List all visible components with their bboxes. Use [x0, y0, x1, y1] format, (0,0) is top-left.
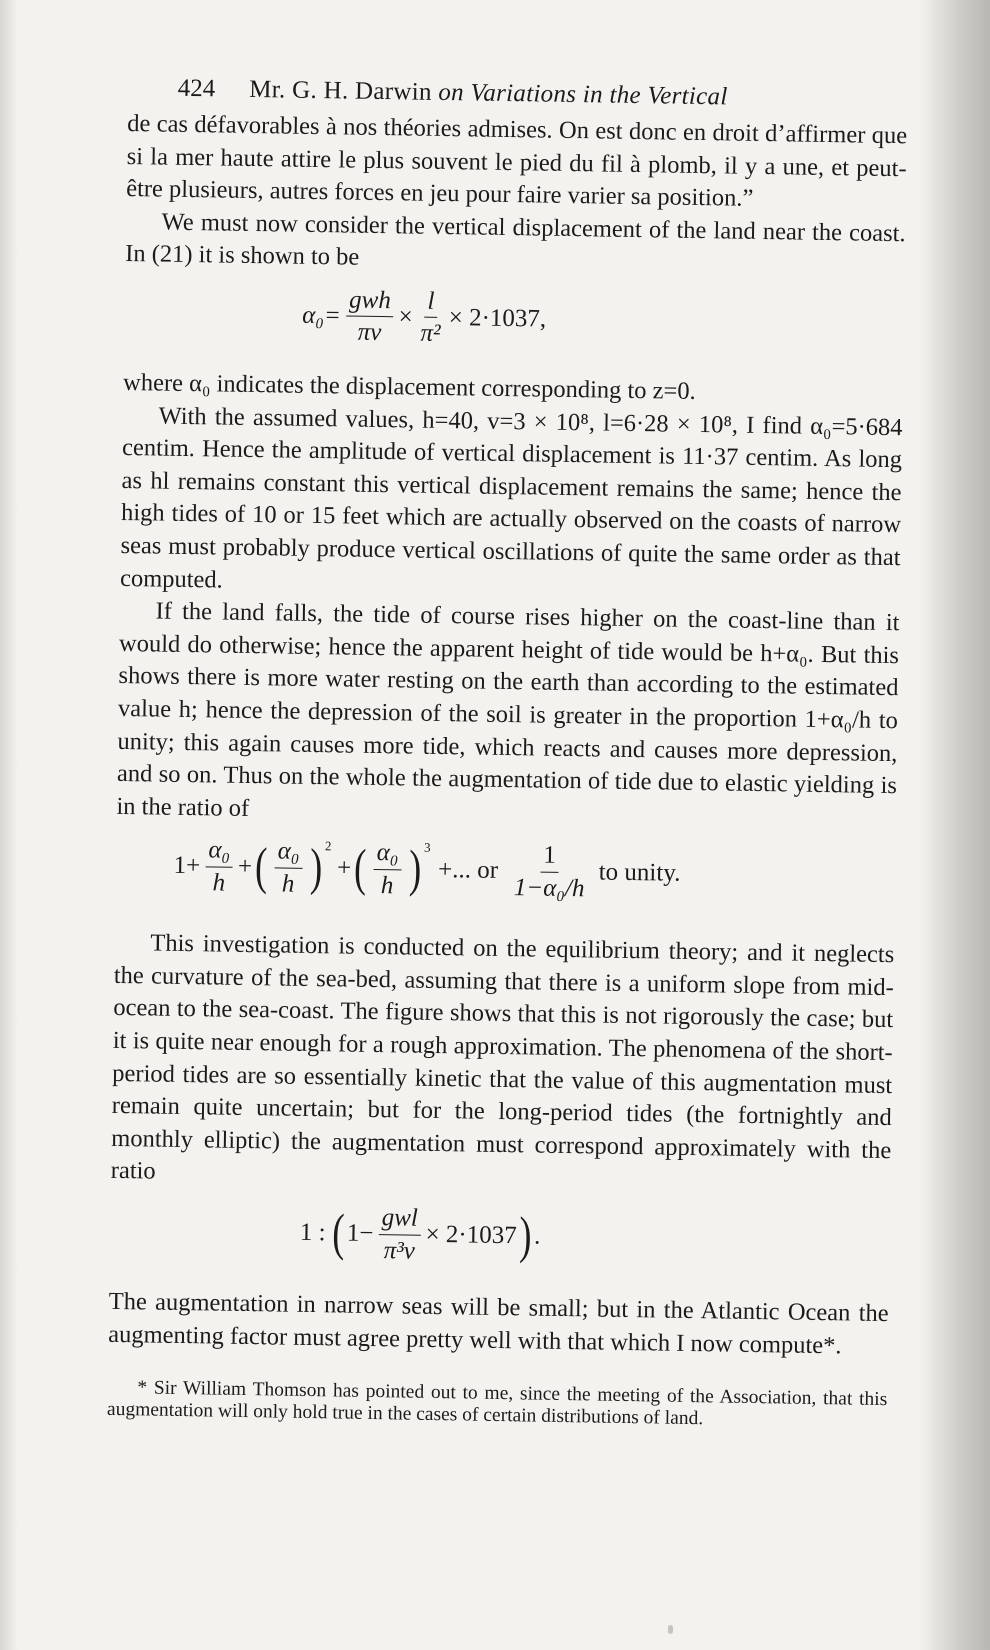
paragraph-vertical-displacement: We must now consider the vertical displacement of the land near the coast. In (21) it is shown to be	[124, 208, 906, 272]
eq1-fraction-l	[417, 288, 444, 348]
eq2-f3-num: α₀	[374, 839, 402, 870]
eq2-fraction-2	[274, 838, 303, 898]
eq1-frac2-den: π²	[420, 320, 441, 348]
eq3-lead: 1 :	[299, 1218, 326, 1247]
page-edge-right	[920, 0, 990, 1650]
eq2-open-paren-2: (	[353, 839, 367, 898]
running-head	[249, 76, 728, 112]
eq1-frac1-num: gwh	[346, 286, 394, 317]
eq3-inner-lead: 1−	[346, 1219, 374, 1248]
eq2-close-paren-2: )	[408, 840, 422, 898]
eq1-tail: × 2·1037,	[448, 304, 547, 333]
paragraph-land-falls: If the land falls, the tide of course rises higher on the coast-line than it would do otherwise; hence the apparent height of tide would be h+α₀. But this shows there is more water resting on the earth than according to the estimated value h; hence the depression of the soil is greater in the proportion 1+α₀/h to unity; this again causes more tide, which reacts and causes more depression, and so on. Thus on the whole the augmentation of tide due to elastic yielding is in the ratio of	[116, 597, 900, 822]
paragraph-equilibrium-theory: This investigation is conducted on the equilibrium theory; and it neglects the curvature of the sea-bed, assuming that there is a uniform slope from mid-ocean to the sea-coast. The figure shows that this is not rigorously the case; but it is quite near enough for a rough approximation. The phenomena of the short-period tides are so essentially kinetic that the value of this augmentation must remain quite uncertain; but for the long-period tides (the fortnightly and monthly elliptic) the augmentation must correspond approximately with the ratio	[110, 929, 895, 1186]
eq2-r-num: 1	[540, 842, 559, 873]
eq2-f2-den: h	[281, 870, 295, 898]
eq3-close-paren: )	[518, 1207, 532, 1265]
eq1-frac1-den: πv	[357, 319, 382, 347]
page-number: 424	[177, 74, 216, 103]
paragraph-assumed-values: With the assumed values, h=40, v=3 × 10⁸, l=6·28 × 10⁸, I find α₀=5·684 centim. Hence the amplitude of vertical displacement is 11·37 centim. As long as hl remains constant this vertical displacement remains the same; hence the high tides of 10 or 15 feet which are actually observed on the coasts of narrow seas must probably produce vertical oscillations of quite the same order as that computed.	[119, 402, 903, 594]
running-header	[128, 74, 908, 114]
eq1-lhs: α₀=	[302, 301, 342, 330]
text-column	[107, 74, 908, 1433]
eq3-end: .	[533, 1222, 541, 1250]
eq2-ellipsis-or: +... or	[437, 856, 499, 885]
eq1-times: ×	[398, 303, 413, 331]
eq2-lead: 1+	[173, 852, 201, 880]
eq2-fraction-3	[373, 839, 402, 899]
paragraph-alpha-definition: where α₀ indicates the displacement corresponding to z=0.	[122, 368, 696, 405]
eq2-f2-num: α₀	[274, 838, 302, 869]
eq1-fraction-gwh	[345, 286, 394, 347]
eq3-tail: × 2·1037	[425, 1220, 517, 1250]
eq2-exponent-2: 2	[324, 838, 332, 854]
eq2-tail: to unity.	[598, 858, 681, 888]
eq2-f1-num: α₀	[205, 837, 233, 868]
eq2-f1-den: h	[212, 869, 226, 897]
page-smudge	[668, 1625, 673, 1634]
equation-alpha-zero	[123, 277, 904, 373]
eq2-f3-den: h	[380, 871, 394, 900]
footnote: * Sir William Thomson has pointed out to me, since the meeting of the Association, that this augmentation will only hold true in the cases of certain distributions of land.	[106, 1377, 888, 1430]
eq3-open-paren: (	[331, 1204, 345, 1262]
running-head-author: Mr. G. H. Darwin	[249, 75, 433, 106]
running-head-title: on Variations in the Vertical	[438, 78, 728, 111]
eq3-f-den: π³v	[383, 1236, 416, 1265]
eq3-fraction	[378, 1204, 421, 1265]
eq2-plus-1: +	[237, 853, 253, 881]
eq2-open-paren-1: (	[254, 838, 268, 896]
equation-augmentation-series	[115, 829, 896, 933]
page-edge-left	[0, 0, 18, 1650]
eq2-plus-2: +	[336, 854, 352, 882]
eq2-fraction-1	[205, 837, 234, 897]
paragraph-narrow-seas: The augmentation in narrow seas will be small; but in the Atlantic Ocean the augmenting factor must agree pretty well with that which I now compute*.	[107, 1287, 889, 1359]
eq1-frac2-num: l	[424, 288, 437, 319]
eq2-close-paren-1: )	[309, 839, 323, 897]
equation-ratio	[109, 1194, 890, 1292]
eq2-r-den: 1−α₀/h	[513, 873, 585, 903]
eq2-exponent-3: 3	[423, 840, 431, 856]
eq2-fraction-ratio	[511, 841, 589, 902]
paragraph-french-quote: de cas défavorables à nos théories admises. On est donc en droit d’affirmer que si la mer haute attire le plus souvent le pied du fil à plomb, il y a une, et peut-être plusieurs, autres forces en jeu pour faire varier sa position.”	[125, 109, 908, 213]
eq3-f-num: gwl	[378, 1204, 421, 1235]
